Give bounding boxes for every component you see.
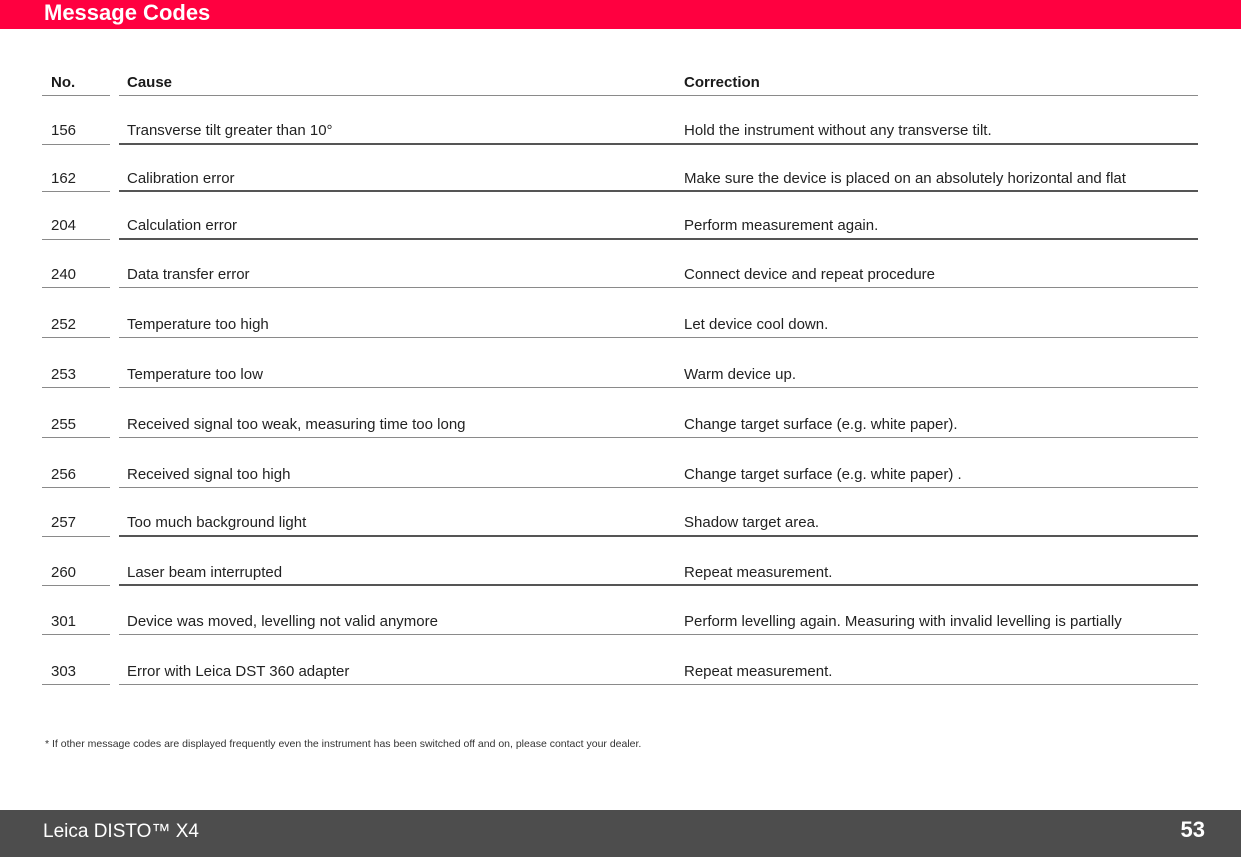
header-rule-main (119, 95, 1198, 96)
row-cause: Calculation error (127, 217, 238, 234)
row-rule (119, 143, 1198, 145)
row-cause: Data transfer error (127, 266, 250, 283)
column-header-cause: Cause (127, 74, 173, 91)
row-number: 240 (51, 266, 77, 283)
row-correction: Connect device and repeat procedure (684, 266, 936, 283)
footnote: * If other message codes are displayed frequently even the instrument has been switched off and on, please contact your dealer. (45, 738, 642, 750)
row-number: 256 (51, 466, 77, 483)
row-rule (119, 337, 1198, 338)
row-rule-no (42, 634, 110, 635)
row-correction: Change target surface (e.g. white paper) . (684, 466, 962, 483)
row-number: 257 (51, 514, 77, 531)
row-cause: Temperature too high (127, 316, 269, 333)
row-rule-no (42, 287, 110, 288)
row-correction: Repeat measurement. (684, 663, 833, 680)
row-rule (119, 437, 1198, 438)
row-correction: Repeat measurement. (684, 564, 833, 581)
page-title: Message Codes (44, 0, 211, 25)
row-rule (119, 238, 1198, 240)
row-number: 252 (51, 316, 77, 333)
row-rule-no (42, 191, 110, 192)
row-number: 255 (51, 416, 77, 433)
row-rule-no (42, 487, 110, 488)
row-cause: Error with Leica DST 360 adapter (127, 663, 350, 680)
row-rule-no (42, 536, 110, 537)
row-correction: Perform measurement again. (684, 217, 879, 234)
row-rule (119, 684, 1198, 685)
row-rule (119, 584, 1198, 586)
row-rule-no (42, 144, 110, 145)
row-rule (119, 387, 1198, 388)
row-correction: Change target surface (e.g. white paper). (684, 416, 958, 433)
row-rule-no (42, 437, 110, 438)
row-correction: Warm device up. (684, 366, 796, 383)
row-correction: Shadow target area. (684, 514, 820, 531)
page-number: 53 (1180, 817, 1205, 842)
header-rule-no (42, 95, 110, 96)
row-cause: Temperature too low (127, 366, 263, 383)
row-rule-no (42, 239, 110, 240)
row-cause: Received signal too weak, measuring time too long (127, 416, 466, 433)
row-rule-no (42, 337, 110, 338)
row-cause: Calibration error (127, 170, 235, 187)
row-correction: Make sure the device is placed on an absolutely horizontal and flat (684, 170, 1126, 187)
row-rule (119, 190, 1198, 192)
row-rule (119, 634, 1198, 635)
row-rule (119, 487, 1198, 488)
row-cause: Received signal too high (127, 466, 291, 483)
row-number: 303 (51, 663, 77, 680)
row-rule (119, 535, 1198, 537)
row-rule-no (42, 387, 110, 388)
row-rule-no (42, 684, 110, 685)
column-header-correction: Correction (684, 74, 760, 91)
row-rule (119, 287, 1198, 288)
row-cause: Laser beam interrupted (127, 564, 283, 581)
row-rule-no (42, 585, 110, 586)
row-number: 156 (51, 122, 77, 139)
row-number: 204 (51, 217, 77, 234)
row-cause: Transverse tilt greater than 10° (127, 122, 333, 139)
row-number: 301 (51, 613, 77, 630)
row-number: 253 (51, 366, 77, 383)
row-correction: Perform levelling again. Measuring with invalid levelling is partially (684, 613, 1122, 630)
footer-product-name: Leica DISTO™ X4 (43, 821, 199, 842)
row-number: 162 (51, 170, 77, 187)
row-correction: Let device cool down. (684, 316, 829, 333)
column-header-no: No. (51, 74, 76, 91)
row-cause: Too much background light (127, 514, 307, 531)
row-number: 260 (51, 564, 77, 581)
row-cause: Device was moved, levelling not valid anymore (127, 613, 438, 630)
row-correction: Hold the instrument without any transverse tilt. (684, 122, 992, 139)
